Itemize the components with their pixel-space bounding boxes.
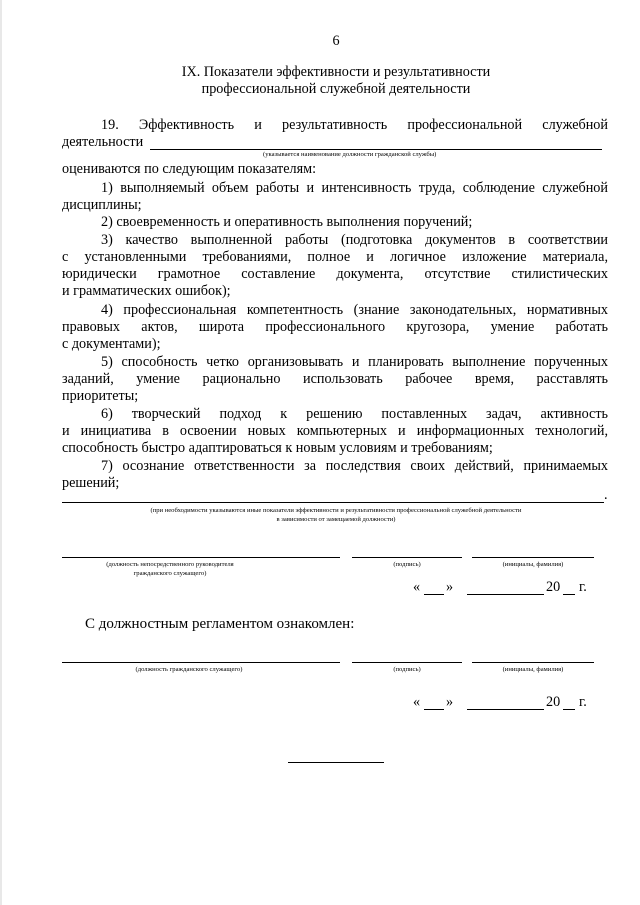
- list-item-1-line1: 1) выполняемый объем работы и интенсивность труда, соблюдение служебной: [101, 180, 608, 196]
- employee-position-line: [62, 662, 340, 663]
- list-item-4-line3: с документами);: [62, 336, 161, 352]
- list-item-6-line1: 6) творческий подход к решению поставленных задач, активность: [101, 406, 608, 422]
- list-item-7-line2: решений;: [62, 475, 120, 491]
- supervisor-name-caption: (инициалы, фамилия): [502, 561, 564, 568]
- other-indicators-fill-line: [62, 502, 604, 503]
- supervisor-position-caption-line1: (должность непосредственного руководителя: [106, 561, 234, 568]
- list-item-3-line3: юридически грамотное составление документа, отсутствие стилистических: [62, 266, 608, 282]
- list-item-2-line1: 2) своевременность и оперативность выполнения поручений;: [101, 214, 473, 230]
- date-year-suffix: г.: [579, 694, 587, 710]
- closing-separator-line: [288, 762, 384, 763]
- list-item-6-line3: способность быстро адаптироваться к новым условиям и требованиям;: [62, 440, 493, 456]
- date-year-line: [563, 709, 575, 710]
- position-name-fill-line: [150, 149, 602, 150]
- date-open-quote: «: [413, 694, 421, 710]
- employee-name-line: [472, 662, 594, 663]
- date-year-line: [563, 594, 575, 595]
- date-year-suffix: г.: [579, 579, 587, 595]
- date-day-line: [424, 709, 444, 710]
- date-close-quote: »: [446, 579, 454, 595]
- acknowledgment-text: С должностным регламентом ознакомлен:: [85, 616, 355, 632]
- employee-position-caption: (должность гражданского служащего): [135, 666, 243, 673]
- list-item-4-line1: 4) профессиональная компетентность (знание законодательных, нормативных: [101, 302, 608, 318]
- scan-edge: [0, 0, 2, 905]
- list-item-3-line1: 3) качество выполненной работы (подготовка документов в соответствии: [101, 232, 608, 248]
- list-item-5-line3: приоритеты;: [62, 388, 139, 404]
- list-item-5-line2: заданий, умение рационально использовать рабочее время, расставлять: [62, 371, 608, 387]
- supervisor-position-line: [62, 557, 340, 558]
- list-item-6-line2: и инициатива в освоении новых компьютерных и информационных технологий,: [62, 423, 608, 439]
- list-item-5-line1: 5) способность четко организовывать и планировать выполнение порученных: [101, 354, 608, 370]
- date-day-line: [424, 594, 444, 595]
- section-title-line2: профессиональной служебной деятельности: [201, 81, 471, 97]
- other-indicators-caption-line1: (при необходимости указываются иные показатели эффективности и результативности профессиональной служебной деятельности: [150, 507, 522, 514]
- supervisor-name-line: [472, 557, 594, 558]
- employee-signature-caption: (подпись): [393, 666, 421, 673]
- list-item-4-line2: правовых актов, широта профессионального кругозора, умение работать: [62, 319, 608, 335]
- paragraph-19-line3: оцениваются по следующим показателям:: [62, 161, 317, 177]
- date-open-quote: «: [413, 579, 421, 595]
- page-number: 6: [332, 33, 340, 49]
- section-title-line1: IX. Показатели эффективности и результативности: [181, 64, 491, 80]
- paragraph-19-line2: деятельности: [62, 134, 144, 150]
- date-month-line: [467, 709, 544, 710]
- supervisor-signature-line: [352, 557, 462, 558]
- date-year-prefix: 20: [546, 694, 561, 710]
- date-close-quote: »: [446, 694, 454, 710]
- employee-signature-line: [352, 662, 462, 663]
- list-item-3-line4: и грамматических ошибок);: [62, 283, 231, 299]
- list-item-7-line1: 7) осознание ответственности за последствия своих действий, принимаемых: [101, 458, 608, 474]
- supervisor-signature-caption: (подпись): [393, 561, 421, 568]
- employee-name-caption: (инициалы, фамилия): [502, 666, 564, 673]
- paragraph-19-line1: 19. Эффективность и результативность профессиональной служебной: [101, 117, 608, 133]
- list-item-1-line2: дисциплины;: [62, 197, 142, 213]
- period-mark: .: [604, 487, 608, 503]
- date-month-line: [467, 594, 544, 595]
- list-item-3-line2: с установленными требованиями, полное и логичное изложение материала,: [62, 249, 608, 265]
- supervisor-position-caption-line2: гражданского служащего): [133, 570, 207, 577]
- position-name-caption: (указывается наименование должности гражданской службы): [263, 151, 437, 158]
- date-year-prefix: 20: [546, 579, 561, 595]
- other-indicators-caption-line2: в зависимости от замещаемой должности): [276, 516, 396, 523]
